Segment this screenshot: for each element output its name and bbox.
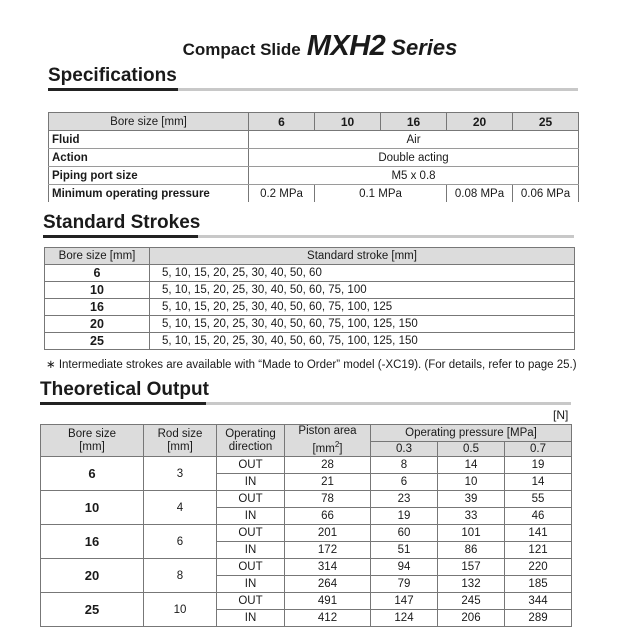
table-row [41, 559, 572, 576]
spec-min-pressure-20: 0.08 MPa [447, 185, 513, 203]
spec-row-fluid [49, 131, 579, 149]
strokes-bore: 16 [45, 299, 150, 316]
heading-underline-dark [40, 402, 206, 405]
spec-label-min-pressure: Minimum operating pressure [49, 185, 249, 203]
heading-underline-light [206, 402, 571, 405]
output-value: 94 [371, 559, 438, 576]
output-value: 121 [505, 542, 572, 559]
table-row [45, 316, 575, 333]
output-value: 101 [438, 525, 505, 542]
output-value: 220 [505, 559, 572, 576]
output-col-direction [217, 425, 285, 457]
piston-area: 201 [285, 525, 371, 542]
strokes-values: 5, 10, 15, 20, 25, 30, 40, 50, 60 [150, 265, 575, 282]
direction-in: IN [217, 474, 285, 491]
output-value: 132 [438, 576, 505, 593]
heading-underline-light [198, 235, 574, 238]
strokes-values: 5, 10, 15, 20, 25, 30, 40, 50, 60, 75, 100, 125, 150 [150, 316, 575, 333]
spec-value-action: Double acting [249, 149, 579, 167]
direction-out: OUT [217, 559, 285, 576]
output-value: 23 [371, 491, 438, 508]
header-line: [mm] [79, 440, 105, 453]
strokes-col-stroke: Standard stroke [mm] [150, 248, 575, 265]
footnote-mark: ∗ [46, 359, 56, 371]
spec-row-min-pressure [49, 185, 579, 203]
specifications-heading: Specifications [48, 65, 177, 86]
output-value: 14 [505, 474, 572, 491]
output-rod: 6 [144, 525, 217, 559]
table-row [45, 299, 575, 316]
output-table [40, 424, 572, 627]
table-row [41, 525, 572, 542]
output-bore: 16 [41, 525, 144, 559]
spec-bore-25: 25 [513, 113, 579, 131]
strokes-values: 5, 10, 15, 20, 25, 30, 40, 50, 60, 75, 100, 125 [150, 299, 575, 316]
spec-bore-16: 16 [381, 113, 447, 131]
piston-area: 491 [285, 593, 371, 610]
output-value: 10 [438, 474, 505, 491]
footnote-text: Intermediate strokes are available with “Made to Order” model (-XC19). (For details, refer to page 25.) [58, 359, 577, 371]
page-title [0, 30, 640, 63]
spec-header-row [49, 113, 579, 131]
spec-label-action: Action [49, 149, 249, 167]
direction-in: IN [217, 610, 285, 627]
output-value: 19 [371, 508, 438, 525]
output-value: 55 [505, 491, 572, 508]
output-value: 51 [371, 542, 438, 559]
strokes-table [44, 247, 575, 350]
spec-min-pressure-10-16: 0.1 MPa [315, 185, 447, 203]
strokes-footnote [46, 357, 577, 371]
direction-out: OUT [217, 525, 285, 542]
piston-area: 78 [285, 491, 371, 508]
output-value: 245 [438, 593, 505, 610]
header-line: Operating [225, 427, 276, 440]
spec-value-port: M5 x 0.8 [249, 167, 579, 185]
title-suffix: Series [391, 35, 458, 60]
output-value: 124 [371, 610, 438, 627]
output-rod: 3 [144, 457, 217, 491]
strokes-bore: 10 [45, 282, 150, 299]
output-value: 147 [371, 593, 438, 610]
direction-in: IN [217, 508, 285, 525]
piston-area: 28 [285, 457, 371, 474]
direction-in: IN [217, 576, 285, 593]
spec-label-port: Piping port size [49, 167, 249, 185]
output-value: 289 [505, 610, 572, 627]
output-value: 185 [505, 576, 572, 593]
header-line: direction [228, 440, 273, 453]
piston-area: 264 [285, 576, 371, 593]
direction-in: IN [217, 542, 285, 559]
heading-underline-dark [48, 88, 178, 91]
output-bore: 25 [41, 593, 144, 627]
output-bore: 6 [41, 457, 144, 491]
title-model: MXH2 [306, 30, 386, 62]
output-value: 206 [438, 610, 505, 627]
spec-header-label: Bore size [mm] [49, 113, 249, 131]
output-value: 6 [371, 474, 438, 491]
header-line: ] [339, 442, 343, 455]
table-row [41, 491, 572, 508]
direction-out: OUT [217, 491, 285, 508]
output-rod: 8 [144, 559, 217, 593]
output-rod: 10 [144, 593, 217, 627]
output-unit: [N] [553, 408, 569, 422]
strokes-values: 5, 10, 15, 20, 25, 30, 40, 50, 60, 75, 100 [150, 282, 575, 299]
output-col-bore [41, 425, 144, 457]
spec-value-fluid: Air [249, 131, 579, 149]
heading-underline-light [178, 88, 578, 91]
piston-area: 314 [285, 559, 371, 576]
output-col-area [285, 425, 371, 457]
output-value: 344 [505, 593, 572, 610]
spec-label-fluid: Fluid [49, 131, 249, 149]
header-line: [mm] [167, 440, 193, 453]
output-value: 33 [438, 508, 505, 525]
spec-row-port [49, 167, 579, 185]
output-bore: 20 [41, 559, 144, 593]
pressure-0-3: 0.3 [371, 442, 438, 457]
spec-min-pressure-25: 0.06 MPa [513, 185, 579, 203]
strokes-bore: 20 [45, 316, 150, 333]
specifications-table [48, 112, 579, 202]
piston-area: 66 [285, 508, 371, 525]
pressure-0-7: 0.7 [505, 442, 572, 457]
strokes-bore: 25 [45, 333, 150, 350]
output-value: 14 [438, 457, 505, 474]
table-row [45, 265, 575, 282]
output-value: 46 [505, 508, 572, 525]
strokes-values: 5, 10, 15, 20, 25, 30, 40, 50, 60, 75, 100, 125, 150 [150, 333, 575, 350]
piston-area: 21 [285, 474, 371, 491]
header-line: Bore size [68, 427, 116, 440]
output-col-rod [144, 425, 217, 457]
direction-out: OUT [217, 457, 285, 474]
table-row [41, 457, 572, 474]
spec-row-action [49, 149, 579, 167]
output-value: 79 [371, 576, 438, 593]
strokes-header-row [45, 248, 575, 265]
strokes-heading: Standard Strokes [43, 212, 201, 233]
output-heading: Theoretical Output [40, 379, 209, 400]
header-line: [mm [312, 442, 335, 455]
table-row [41, 593, 572, 610]
output-rod: 4 [144, 491, 217, 525]
strokes-col-bore: Bore size [mm] [45, 248, 150, 265]
spec-bore-6: 6 [249, 113, 315, 131]
output-value: 141 [505, 525, 572, 542]
spec-bore-20: 20 [447, 113, 513, 131]
strokes-bore: 6 [45, 265, 150, 282]
output-value: 39 [438, 491, 505, 508]
output-value: 157 [438, 559, 505, 576]
direction-out: OUT [217, 593, 285, 610]
output-value: 60 [371, 525, 438, 542]
output-value: 19 [505, 457, 572, 474]
heading-underline-dark [43, 235, 198, 238]
title-prefix: Compact Slide [182, 40, 301, 59]
header-line: Rod size [157, 427, 203, 440]
output-col-pressure: Operating pressure [MPa] [371, 425, 572, 442]
spec-min-pressure-6: 0.2 MPa [249, 185, 315, 203]
pressure-0-5: 0.5 [438, 442, 505, 457]
piston-area: 172 [285, 542, 371, 559]
output-value: 8 [371, 457, 438, 474]
table-row [45, 282, 575, 299]
table-row [45, 333, 575, 350]
output-value: 86 [438, 542, 505, 559]
output-header-row [41, 425, 572, 442]
spec-bore-10: 10 [315, 113, 381, 131]
header-line: Piston area [298, 425, 357, 438]
output-bore: 10 [41, 491, 144, 525]
superscript: 2 [334, 440, 340, 450]
piston-area: 412 [285, 610, 371, 627]
